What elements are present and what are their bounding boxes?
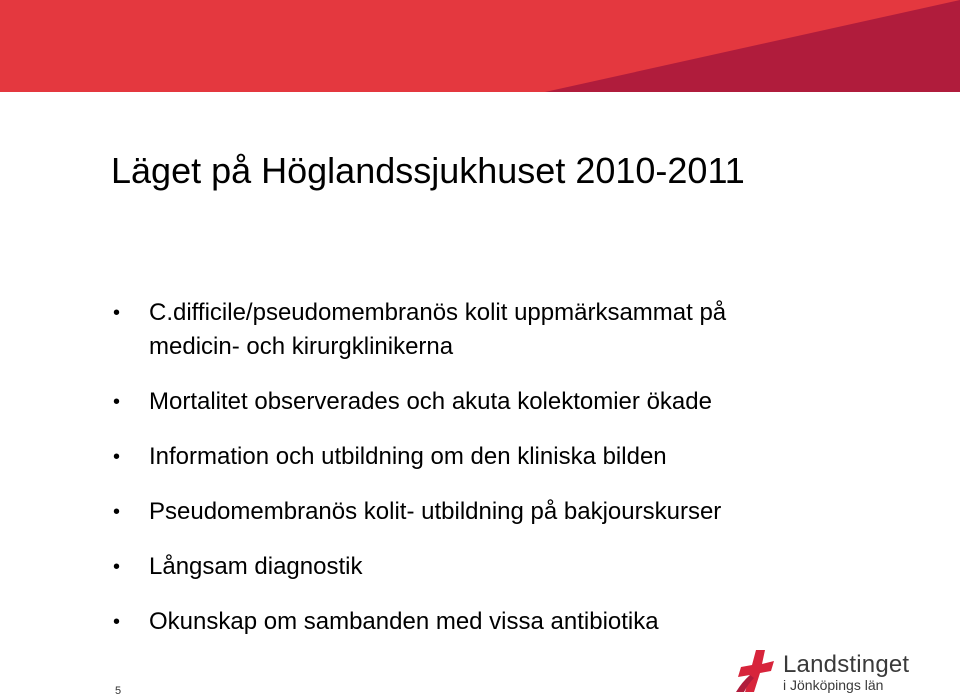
bullet-text: C.difficile/pseudomembranös kolit uppmärksammat på [149, 299, 727, 326]
bullet-text: Okunskap om sambanden med vissa antibiotika [149, 608, 659, 635]
bullet-item [113, 605, 943, 639]
bullet-dot: • [113, 302, 121, 324]
bullet-text: Pseudomembranös kolit- utbildning på bakjourskurser [149, 498, 722, 525]
bullet-item [113, 495, 943, 529]
logo-subtitle: i Jönköpings län [783, 677, 884, 693]
bullet-item [113, 385, 943, 419]
bullet-dot: • [113, 391, 121, 413]
bullet-text: Mortalitet observerades och akuta kolektomier ökade [149, 388, 712, 415]
bullet-list [113, 296, 943, 639]
bullet-item [113, 296, 943, 364]
bullet-text: Information och utbildning om den kliniska bilden [149, 443, 667, 470]
bullet-item [113, 550, 943, 584]
bullet-dot: • [113, 446, 121, 468]
header-banner [0, 0, 960, 92]
slide-title: Läget på Höglandssjukhuset 2010-2011 [111, 150, 745, 191]
bullet-dot: • [113, 501, 121, 523]
page-number: 5 [115, 685, 122, 697]
landstinget-logo-icon [734, 648, 780, 694]
bullet-dot: • [113, 611, 121, 633]
bullet-item [113, 440, 943, 474]
bullet-dot: • [113, 556, 121, 578]
bullet-text: Långsam diagnostik [149, 553, 363, 580]
bullet-text-continued: medicin- och kirurgklinikerna [149, 333, 454, 360]
logo-name: Landstinget [783, 651, 910, 678]
